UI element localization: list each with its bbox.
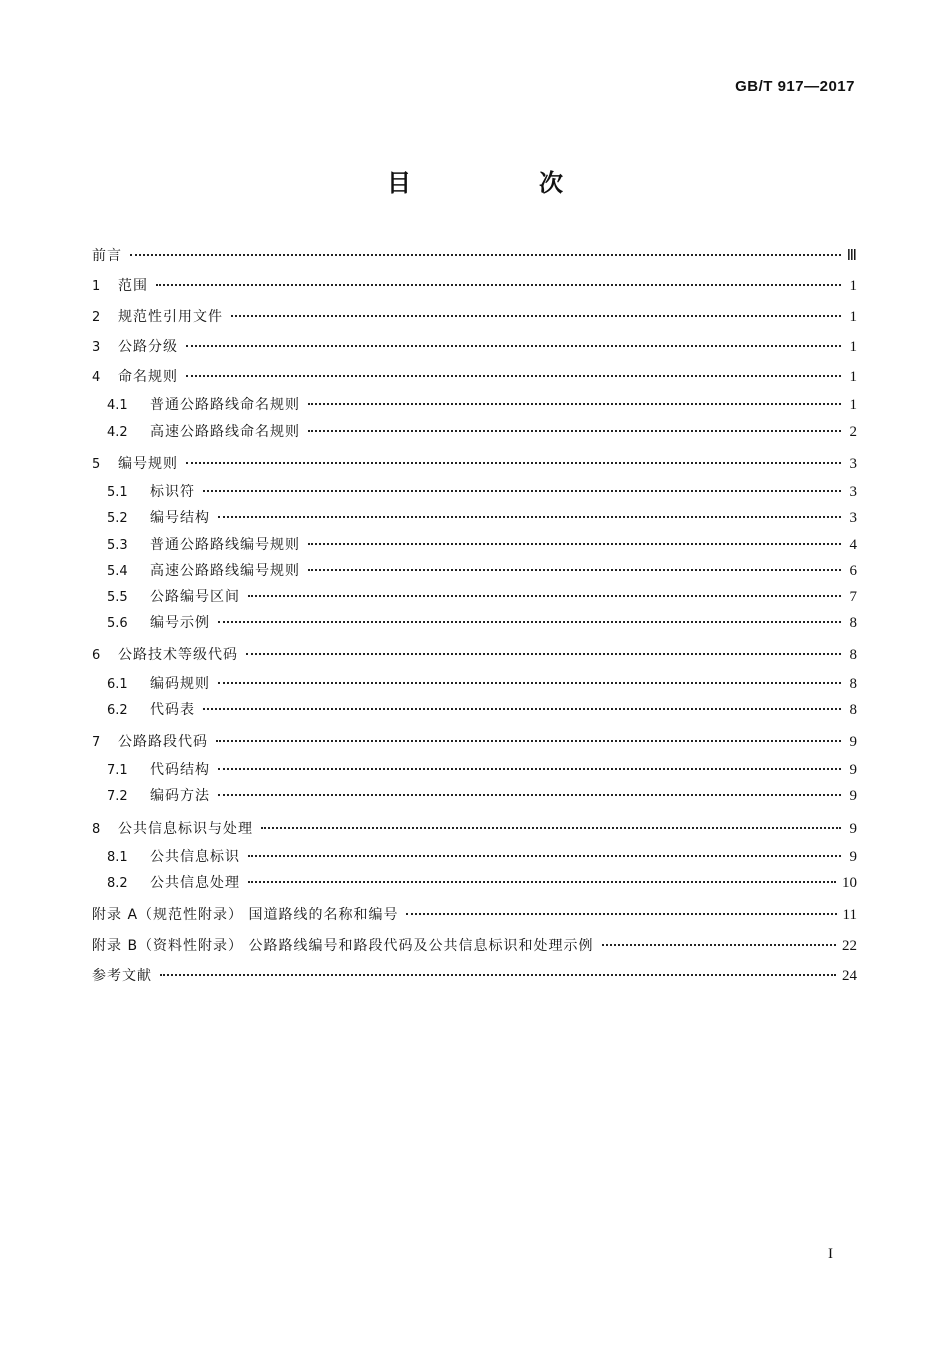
- toc-entry-number: 3: [92, 339, 101, 355]
- dot-leader: [203, 490, 841, 492]
- toc-entry-label: 代码表: [150, 701, 195, 718]
- toc-subentry[interactable]: [92, 671, 857, 697]
- toc-entry-page: 8: [849, 701, 857, 718]
- toc-subentry[interactable]: [92, 844, 857, 870]
- toc-entry-label: 公共信息标识: [150, 848, 240, 865]
- toc-entry-page: Ⅲ: [846, 248, 857, 264]
- toc-entry-page: 8: [849, 647, 857, 664]
- toc-entry-label: 公路路段代码: [118, 733, 208, 750]
- toc-entry-number: 7: [92, 734, 101, 750]
- toc-entry-label: 高速公路路线命名规则: [150, 423, 300, 440]
- toc-subentry[interactable]: [92, 419, 857, 445]
- toc-entry-page: 10: [842, 875, 857, 892]
- toc-entry-number: 5.3: [107, 537, 128, 553]
- toc-entry-label: 编号结构: [150, 510, 210, 527]
- toc-subentry[interactable]: [92, 783, 857, 809]
- toc-entry-number: 1: [92, 279, 101, 295]
- dot-leader: [218, 621, 841, 623]
- toc-entry-number: 7.2: [107, 789, 128, 805]
- toc-entry-number: 8: [92, 821, 101, 837]
- toc-entry-label: 普通公路路线命名规则: [150, 397, 300, 414]
- toc-entry-number: 4.2: [107, 424, 128, 440]
- toc-entry-label: 规范性引用文件: [118, 308, 223, 325]
- dot-leader: [160, 974, 836, 976]
- dot-leader: [218, 516, 841, 518]
- toc-entry-page: 8: [849, 615, 857, 632]
- toc-entry-page: 1: [849, 369, 857, 386]
- dot-leader: [203, 708, 841, 710]
- toc-entry[interactable]: [92, 727, 857, 757]
- toc-entry-number: 8.1: [107, 849, 128, 865]
- toc-subentry[interactable]: [92, 558, 857, 584]
- toc-entry-label: 参考文献: [92, 967, 152, 984]
- toc-entry-label: 编号规则: [118, 455, 178, 472]
- dot-leader: [248, 855, 841, 857]
- dot-leader: [130, 254, 841, 256]
- toc-entry-page: 9: [849, 848, 857, 865]
- toc-entry-label: 附录 A（规范性附录） 国道路线的名称和编号: [92, 907, 399, 924]
- toc-subentry[interactable]: [92, 584, 857, 610]
- dot-leader: [308, 430, 841, 432]
- toc-entry-number: 5.2: [107, 511, 128, 527]
- standard-code: GB/T 917—2017: [735, 78, 855, 95]
- toc-entry-number: 4.1: [107, 398, 128, 414]
- toc-entry-page: 6: [849, 562, 857, 579]
- toc-subentry[interactable]: [92, 505, 857, 531]
- toc-entry-page: 8: [849, 675, 857, 692]
- toc-entry-page: 3: [849, 510, 857, 527]
- toc-entry[interactable]: [92, 900, 857, 930]
- table-of-contents: [92, 241, 857, 991]
- dot-leader: [216, 740, 841, 742]
- toc-subentry[interactable]: [92, 610, 857, 636]
- toc-subentry[interactable]: [92, 392, 857, 418]
- toc-entry[interactable]: [92, 931, 857, 961]
- toc-entry-number: 5.4: [107, 563, 128, 579]
- toc-entry-number: 5.1: [107, 485, 128, 501]
- dot-leader: [602, 944, 836, 946]
- dot-leader: [308, 403, 841, 405]
- dot-leader: [406, 913, 836, 915]
- toc-entry-label: 前言: [92, 248, 122, 264]
- toc-entry-number: 2: [92, 309, 101, 325]
- toc-entry-page: 3: [849, 455, 857, 472]
- dot-leader: [218, 794, 841, 796]
- dot-leader: [308, 543, 841, 545]
- toc-subentry[interactable]: [92, 697, 857, 723]
- toc-entry-page: 1: [849, 397, 857, 414]
- toc-entry[interactable]: [92, 814, 857, 844]
- toc-entry-number: 5.6: [107, 616, 128, 632]
- toc-entry-page: 1: [849, 308, 857, 325]
- toc-entry-page: 7: [849, 588, 857, 605]
- toc-entry-label: 公路编号区间: [150, 588, 240, 605]
- toc-entry-number: 8.2: [107, 876, 128, 892]
- toc-entry-number: 6.2: [107, 702, 128, 718]
- toc-entry-label: 公路分级: [118, 338, 178, 355]
- toc-entry-number: 4: [92, 370, 101, 386]
- toc-entry-number: 6.1: [107, 676, 128, 692]
- page-number: I: [828, 1246, 833, 1262]
- toc-entry-number: 7.1: [107, 763, 128, 779]
- toc-entry-label: 编码规则: [150, 675, 210, 692]
- toc-entry-label: 编码方法: [150, 788, 210, 805]
- toc-subentry[interactable]: [92, 532, 857, 558]
- toc-entry[interactable]: [92, 271, 857, 301]
- toc-entry-label: 公共信息处理: [150, 875, 240, 892]
- toc-entry-page: 9: [849, 820, 857, 837]
- dot-leader: [261, 827, 841, 829]
- toc-entry-label: 附录 B（资料性附录） 公路路线编号和路段代码及公共信息标识和处理示例: [92, 937, 594, 954]
- toc-entry-page: 9: [849, 788, 857, 805]
- toc-entry-page: 2: [849, 423, 857, 440]
- toc-entry[interactable]: [92, 332, 857, 362]
- toc-entry-page: 3: [849, 484, 857, 501]
- toc-entry[interactable]: [92, 961, 857, 991]
- dot-leader: [186, 462, 841, 464]
- toc-entry-page: 9: [849, 733, 857, 750]
- dot-leader: [186, 375, 841, 377]
- toc-entry-page: 11: [842, 907, 857, 924]
- toc-subentry[interactable]: [92, 479, 857, 505]
- toc-entry[interactable]: [92, 362, 857, 392]
- toc-entry-label: 编号示例: [150, 615, 210, 632]
- toc-entry-label: 公路技术等级代码: [118, 647, 238, 664]
- toc-entry-label: 普通公路路线编号规则: [150, 536, 300, 553]
- toc-entry-number: 5: [92, 456, 101, 472]
- dot-leader: [308, 569, 841, 571]
- toc-entry[interactable]: [92, 449, 857, 479]
- toc-entry[interactable]: [92, 302, 857, 332]
- toc-entry-label: 代码结构: [150, 762, 210, 779]
- dot-leader: [248, 595, 841, 597]
- toc-entry-label: 范围: [118, 278, 148, 295]
- dot-leader: [186, 345, 841, 347]
- toc-entry-page: 4: [849, 536, 857, 553]
- toc-entry-page: 22: [842, 937, 857, 954]
- dot-leader: [218, 768, 841, 770]
- toc-entry-page: 24: [842, 967, 857, 984]
- toc-entry-label: 高速公路路线编号规则: [150, 562, 300, 579]
- toc-entry[interactable]: [92, 241, 857, 271]
- dot-leader: [156, 284, 841, 286]
- dot-leader: [231, 315, 841, 317]
- toc-entry-number: 6: [92, 648, 101, 664]
- toc-entry-page: 9: [849, 762, 857, 779]
- toc-entry-label: 标识符: [150, 484, 195, 501]
- dot-leader: [248, 881, 836, 883]
- toc-subentry[interactable]: [92, 757, 857, 783]
- dot-leader: [218, 682, 841, 684]
- dot-leader: [246, 653, 841, 655]
- toc-entry-label: 命名规则: [118, 369, 178, 386]
- toc-entry-number: 5.5: [107, 589, 128, 605]
- toc-entry[interactable]: [92, 640, 857, 670]
- toc-entry-page: 1: [849, 278, 857, 295]
- toc-title: 目 次: [387, 169, 615, 197]
- toc-subentry[interactable]: [92, 870, 857, 896]
- toc-entry-label: 公共信息标识与处理: [118, 820, 253, 837]
- toc-entry-page: 1: [849, 338, 857, 355]
